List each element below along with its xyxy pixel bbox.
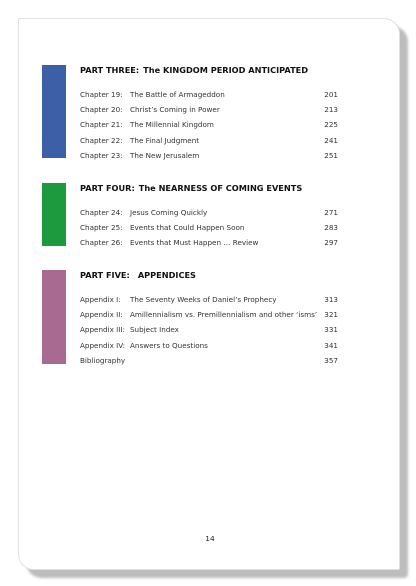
part-five-title: APPENDICES bbox=[137, 270, 196, 280]
toc-entry-label: Appendix I: bbox=[80, 295, 121, 304]
toc-entry[interactable] bbox=[19, 295, 401, 305]
toc-entry[interactable] bbox=[19, 105, 401, 115]
toc-entry-label: Chapter 23: bbox=[80, 151, 123, 160]
toc-entry-label: Appendix II: bbox=[80, 310, 123, 319]
toc-entry-page: 297 bbox=[324, 238, 338, 247]
part-four-title: The NEARNESS OF COMING EVENTS bbox=[138, 183, 303, 193]
toc-entry-label: Chapter 24: bbox=[80, 208, 123, 217]
toc-entry-title: Subject Index bbox=[130, 325, 179, 334]
toc-entry-page: 321 bbox=[324, 310, 338, 319]
toc-entry[interactable] bbox=[19, 238, 401, 248]
part-three-heading bbox=[80, 65, 308, 75]
toc-entry-title: The New Jerusalem bbox=[130, 151, 200, 160]
toc-entry-page: 213 bbox=[324, 105, 338, 114]
toc-entry-title: The Seventy Weeks of Daniel’s Prophecy bbox=[130, 295, 277, 304]
toc-entry[interactable] bbox=[19, 136, 401, 146]
toc-entry-page: 283 bbox=[324, 223, 338, 232]
toc-entry-title: Jesus Coming Quickly bbox=[130, 208, 208, 217]
part-four-label: PART FOUR: bbox=[80, 183, 135, 193]
toc-entry-label: Appendix IV: bbox=[80, 341, 125, 350]
part-five-label: PART FIVE: bbox=[80, 270, 130, 280]
toc-entry[interactable] bbox=[19, 208, 401, 218]
toc-entry-title: Events that Could Happen Soon bbox=[130, 223, 245, 232]
toc-entry[interactable] bbox=[19, 120, 401, 130]
toc-entry[interactable] bbox=[19, 356, 401, 366]
toc-entry-title: Answers to Questions bbox=[130, 341, 208, 350]
toc-entry[interactable] bbox=[19, 151, 401, 161]
toc-entry-title: Events that Must Happen … Review bbox=[130, 238, 259, 247]
toc-entry-label: Chapter 25: bbox=[80, 223, 123, 232]
toc-entry-page: 331 bbox=[324, 325, 338, 334]
toc-entry-title: Christ’s Coming in Power bbox=[130, 105, 220, 114]
toc-entry-page: 201 bbox=[324, 90, 338, 99]
part-three-title: The KINGDOM PERIOD ANTICIPATED bbox=[143, 65, 309, 75]
toc-entry-label: Chapter 22: bbox=[80, 136, 123, 145]
part-three-label: PART THREE: bbox=[80, 65, 140, 75]
toc-entry-label: Chapter 26: bbox=[80, 238, 123, 247]
toc-entry-page: 271 bbox=[324, 208, 338, 217]
toc-entry[interactable] bbox=[19, 341, 401, 351]
toc-entry-label: Appendix III: bbox=[80, 325, 125, 334]
toc-entry-title: The Battle of Armageddon bbox=[130, 90, 225, 99]
toc-entry[interactable] bbox=[19, 325, 401, 335]
toc-entry-page: 341 bbox=[324, 341, 338, 350]
page-number: 14 bbox=[205, 534, 215, 543]
toc-entry-label: Chapter 20: bbox=[80, 105, 123, 114]
toc-entry-page: 313 bbox=[324, 295, 338, 304]
toc-entry[interactable] bbox=[19, 310, 401, 320]
toc-entry-label: Bibliography bbox=[80, 356, 126, 365]
toc-entry-title: The Final Judgment bbox=[130, 136, 200, 145]
toc-entry-title: Amillennialism vs. Premillennialism and other ‘isms’ bbox=[130, 310, 318, 319]
toc-entry[interactable] bbox=[19, 223, 401, 233]
toc-entry-label: Chapter 21: bbox=[80, 120, 123, 129]
document-page bbox=[18, 18, 400, 570]
toc-entry-label: Chapter 19: bbox=[80, 90, 123, 99]
toc-entry-title: The Millennial Kingdom bbox=[130, 120, 214, 129]
part-five-heading bbox=[80, 270, 196, 280]
toc-entry[interactable] bbox=[19, 90, 401, 100]
toc-entry-page: 225 bbox=[324, 120, 338, 129]
toc-entry-page: 357 bbox=[324, 356, 338, 365]
toc-entry-page: 241 bbox=[324, 136, 338, 145]
part-four-heading bbox=[80, 183, 302, 193]
toc-entry-page: 251 bbox=[324, 151, 338, 160]
